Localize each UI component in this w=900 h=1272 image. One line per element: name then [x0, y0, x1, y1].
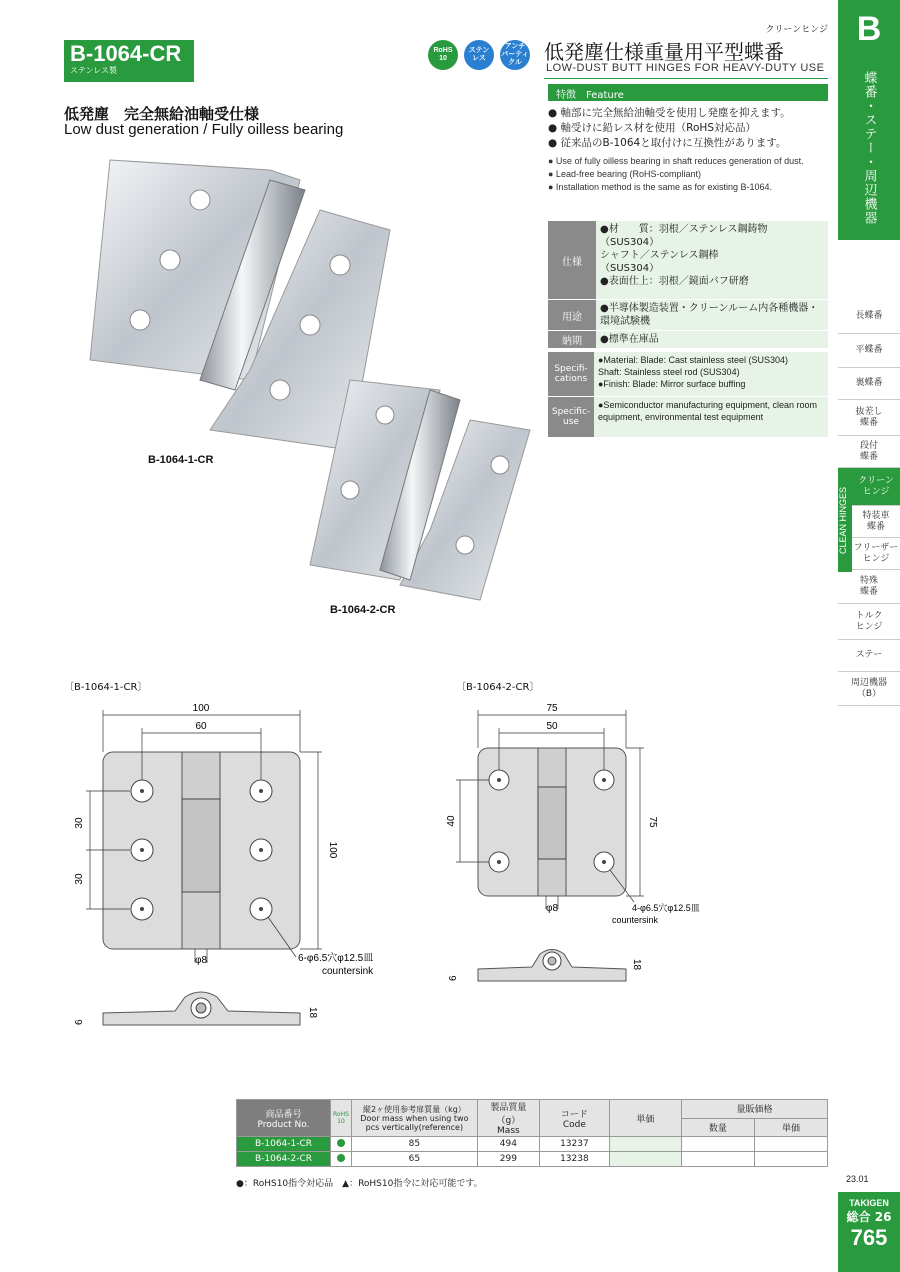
hinge-photo-2 [290, 370, 540, 610]
brand: TAKIGEN [849, 1198, 889, 1208]
dim-h-total: 100 [327, 841, 338, 859]
dim-pitch1: 30 [74, 817, 85, 829]
dim2-thick: 6 [448, 975, 459, 981]
drawing2-label: 〔B-1064-2-CR〕 [456, 682, 540, 693]
page-title: 低発塵仕様重量用平型蝶番 [544, 40, 784, 64]
th-rohs: RoHS 10 [331, 1100, 352, 1137]
row-code: 13237 [539, 1137, 609, 1152]
dim2-hole-en: countersink [611, 915, 658, 925]
dim-w-total: 100 [192, 703, 210, 714]
th-product-no: 商品番号 Product No. [237, 1100, 331, 1137]
page-number: 765 [850, 1225, 888, 1250]
page-title-en: LOW-DUST BUTT HINGES FOR HEAVY-DUTY USE [546, 62, 825, 74]
dim-pitch2: 30 [74, 873, 85, 885]
dim-hole: 6-φ6.5穴φ12.5皿 [298, 953, 374, 964]
sidebar-item[interactable]: 周辺機器 （B） [838, 672, 900, 706]
th-bulk-unit: 単価 [754, 1118, 827, 1137]
category-name: 蝶番・ステー・周辺機器 [861, 71, 877, 225]
row-rohs [331, 1152, 352, 1167]
badge-underline [64, 80, 194, 82]
spec-en-label-spec: Specifi- cations [548, 352, 594, 396]
dim2-shaft: φ8 [545, 903, 559, 914]
row-bulk [754, 1137, 827, 1152]
material-label: ステンレス製 [70, 66, 117, 75]
sidebar-item[interactable]: 特装車 蝶番 [852, 506, 900, 538]
dim2-pitch: 40 [446, 815, 457, 827]
sidebar-item[interactable]: 平蝶番 [838, 334, 900, 368]
product-code: B-1064-CR [70, 41, 182, 66]
dim2-h-total: 75 [647, 816, 658, 828]
feature-heading: 特徴 Feature [548, 84, 828, 101]
spec-table-jp [548, 221, 828, 348]
stainless-icon: ステン レス [464, 40, 494, 70]
rohs-note: ●：RoHS10指令対応品 ▲：RoHS10指令に対応可能です。 [236, 1179, 483, 1189]
sidebar-item[interactable]: 長蝶番 [838, 300, 900, 334]
dim2-w-total: 75 [546, 703, 558, 714]
dim2-hole: 4-φ6.5穴φ12.5皿 [632, 903, 700, 913]
dim-thick: 6 [74, 1019, 85, 1025]
sidebar-item[interactable]: ステー [838, 640, 900, 672]
intro-heading-jp: 低発塵 完全無給油軸受仕様 [64, 105, 260, 123]
table-row [237, 1152, 828, 1167]
dim-w-inner: 60 [195, 721, 207, 732]
th-price: 単価 [609, 1100, 681, 1137]
sidebar-item[interactable]: フリーザー ヒンジ [852, 538, 900, 570]
row-door: 85 [351, 1137, 477, 1152]
spec-en-value-spec: ●Material: Blade: Cast stainless steel (SUS304) Shaft: Stainless steel rod (SUS304) ●Finish: Blade: Mirror surface buffing [594, 352, 828, 396]
intro-heading-en: Low dust generation / Fully oilless bearing [64, 121, 344, 138]
clean-hinges-tab[interactable]: CLEAN HINGES [838, 468, 852, 572]
row-price [609, 1137, 681, 1152]
spec-value-spec: ●材 質：羽根／ステンレス鋼鋳物 （SUS304） シャフト／ステンレス鋼棒 （SUS304） ●表面仕上：羽根／鏡面バフ研磨 [596, 221, 828, 299]
product-table [236, 1099, 828, 1167]
title-rule [544, 78, 828, 79]
th-qty: 数量 [681, 1118, 754, 1137]
row-qty [681, 1152, 754, 1167]
spec-table-en [548, 352, 828, 437]
category-small: クリーンヒンジ [765, 25, 828, 35]
sidebar-category [838, 0, 900, 240]
th-code: コード Code [539, 1100, 609, 1137]
page-block [838, 1192, 900, 1272]
row-bulk [754, 1152, 827, 1167]
spec-en-label-use: Specific- use [548, 397, 594, 437]
product-code-badge [64, 40, 194, 80]
drawing1-label: 〔B-1064-1-CR〕 [64, 682, 148, 693]
feature-en-2: ● Lead-free bearing (RoHS-compliant) [548, 169, 702, 179]
row-pn: B-1064-1-CR [237, 1137, 331, 1152]
th-mass: 製品質量（g） Mass [477, 1100, 539, 1137]
sidebar-item[interactable]: 段付 蝶番 [838, 436, 900, 468]
spec-label-delivery: 納期 [548, 331, 596, 348]
antiparticle-icon: アンチ パーティクル [500, 40, 530, 70]
dim-shaft: φ8 [194, 955, 208, 966]
row-door: 65 [351, 1152, 477, 1167]
th-door-mass: 縦2ヶ使用参考扉質量（kg） Door mass when using two pcs vertically(reference) [351, 1100, 477, 1137]
sidebar-item[interactable]: 抜差し 蝶番 [838, 400, 900, 436]
row-qty [681, 1137, 754, 1152]
spec-value-use: ●半導体製造装置・クリーンルーム内各種機器・環境試験機 [596, 300, 828, 330]
issue-date: 23.01 [846, 1174, 869, 1184]
feature-en-1: ● Use of fully oilless bearing in shaft reduces generation of dust. [548, 156, 804, 166]
dim-height: 18 [307, 1007, 318, 1019]
feature-jp-3: ● 従来品のB-1064と取付けに互換性があります。 [548, 137, 787, 149]
spec-en-value-use: ●Semiconductor manufacturing equipment, clean room equipment, environmental test equipment [594, 397, 828, 437]
row-rohs [331, 1137, 352, 1152]
sogo: 総合 26 [846, 1210, 892, 1224]
dim2-height: 18 [631, 959, 642, 971]
table-row [237, 1137, 828, 1152]
sidebar-item[interactable]: クリーン ヒンジ [852, 468, 900, 506]
feature-jp-2: ● 軸受けに鉛レス材を使用（RoHS対応品） [548, 122, 756, 134]
drawing2 [440, 695, 700, 995]
sidebar-item[interactable]: 裏蝶番 [838, 368, 900, 400]
rohs-icon: RoHS 10 [428, 40, 458, 70]
product1-label: B-1064-1-CR [148, 454, 214, 466]
sidebar-item[interactable]: トルク ヒンジ [838, 604, 900, 640]
drawing1 [60, 695, 400, 1050]
row-price [609, 1152, 681, 1167]
feature-en-3: ● Installation method is the same as for existing B-1064. [548, 182, 773, 192]
th-bulk-price: 量販価格 [681, 1100, 827, 1119]
feature-jp-1: ● 軸部に完全無給油軸受を使用し発塵を抑えます。 [548, 107, 791, 119]
spec-label-spec: 仕様 [548, 221, 596, 299]
features-en [548, 155, 830, 194]
sidebar-item[interactable]: 特殊 蝶番 [838, 570, 900, 604]
row-code: 13238 [539, 1152, 609, 1167]
spec-label-use: 用途 [548, 300, 596, 330]
row-mass: 299 [477, 1152, 539, 1167]
dim2-w-inner: 50 [546, 721, 558, 732]
dim-hole-en: countersink [322, 966, 374, 977]
category-letter: B [856, 10, 882, 48]
features-jp [548, 106, 830, 151]
spec-value-delivery: ●標準在庫品 [596, 331, 828, 348]
row-pn: B-1064-2-CR [237, 1152, 331, 1167]
row-mass: 494 [477, 1137, 539, 1152]
product2-label: B-1064-2-CR [330, 604, 396, 616]
